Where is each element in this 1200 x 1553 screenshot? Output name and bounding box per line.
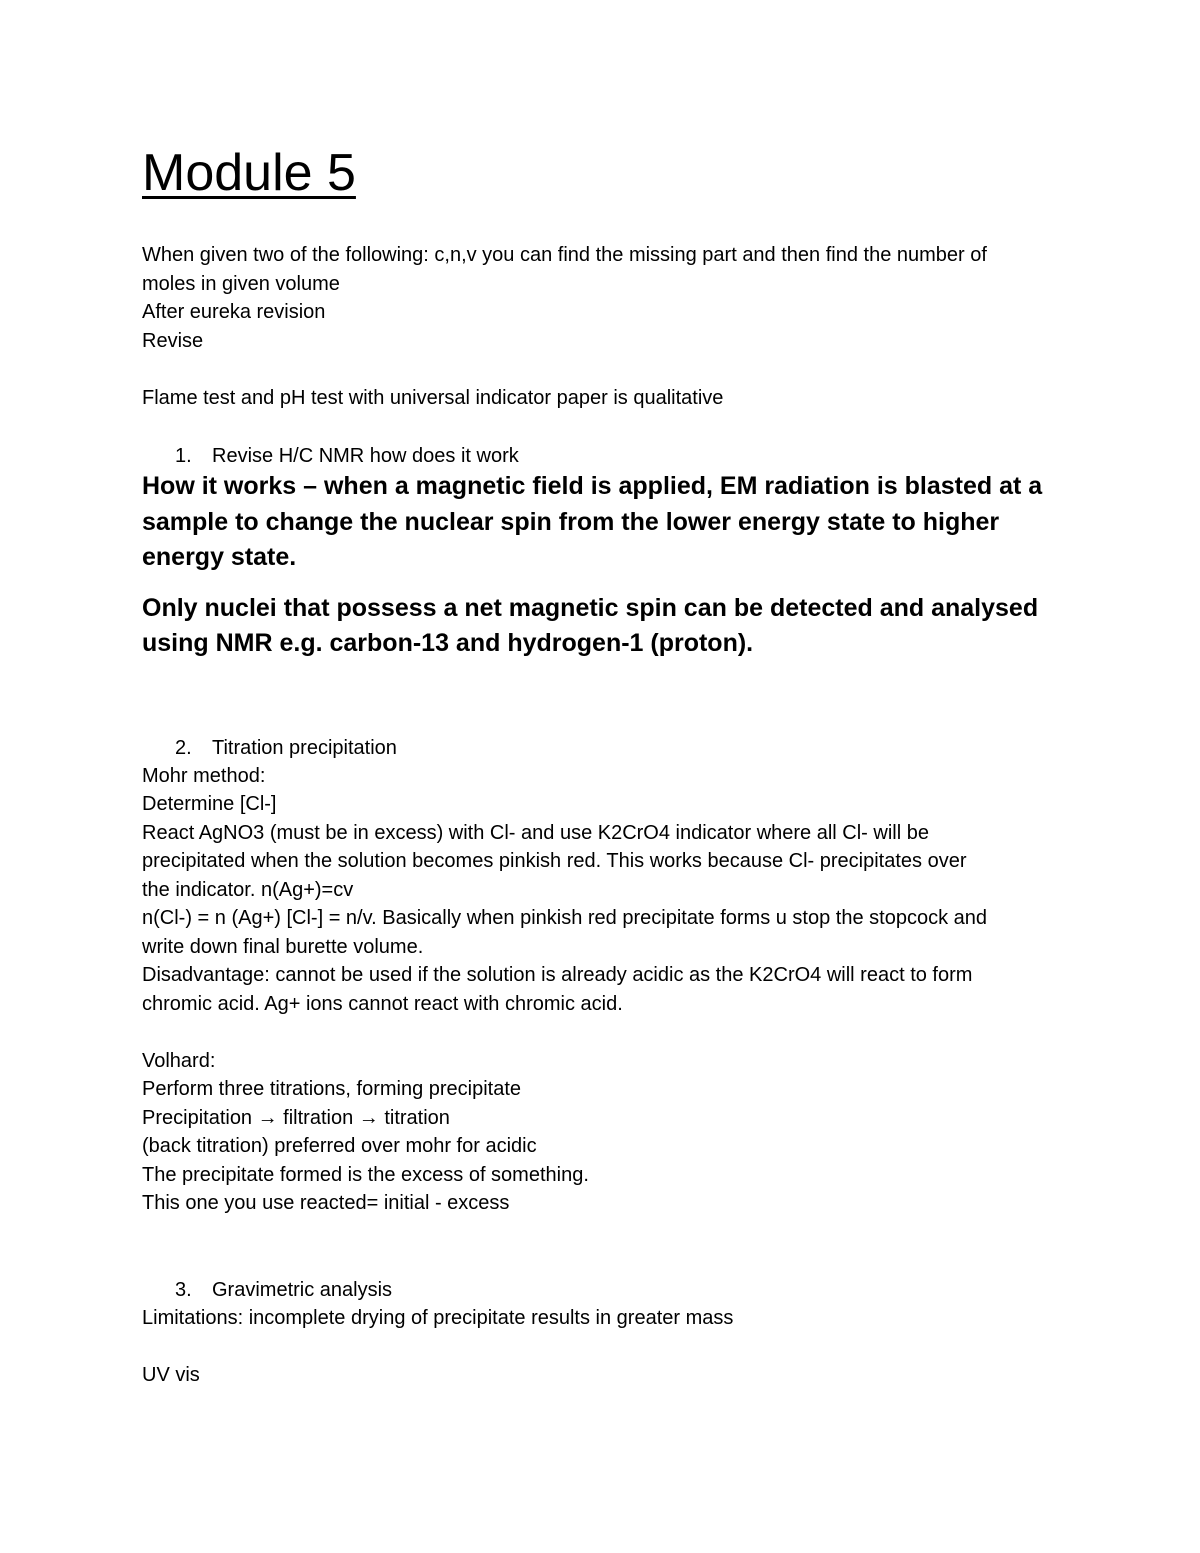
mohr-line-5: the indicator. n(Ag+)=cv bbox=[142, 879, 354, 901]
mohr-line-3: React AgNO3 (must be in excess) with Cl- and use K2CrO4 indicator where all Cl- will be bbox=[142, 822, 929, 844]
mohr-line-2: Determine [Cl-] bbox=[142, 793, 277, 815]
intro-line-3: After eureka revision bbox=[142, 301, 326, 323]
volhard-line-5: The precipitate formed is the excess of something. bbox=[142, 1164, 589, 1186]
mohr-line-4: precipitated when the solution becomes pinkish red. This works because Cl- precipitates over bbox=[142, 850, 967, 872]
mohr-line-6: n(Cl-) = n (Ag+) [Cl-] = n/v. Basically when pinkish red precipitate forms u stop the stopcock and bbox=[142, 907, 987, 929]
intro-line-1: When given two of the following: c,n,v you can find the missing part and then find the number of bbox=[142, 244, 987, 266]
mohr-line-7: write down final burette volume. bbox=[142, 936, 424, 958]
volhard-line-2: Perform three titrations, forming precipitate bbox=[142, 1078, 522, 1100]
list-item-1 bbox=[175, 442, 519, 471]
nmr-para1-line3: energy state. bbox=[142, 543, 297, 571]
nmr-para1-line1-rest: – when a magnetic field is applied, EM radiation is blasted at a bbox=[296, 472, 1043, 500]
volhard-line-6: This one you use reacted= initial - excess bbox=[142, 1192, 510, 1214]
volhard-line-3: Precipitation → filtration → titration bbox=[142, 1107, 450, 1129]
intro-line-2: moles in given volume bbox=[142, 273, 340, 295]
list-item-3 bbox=[175, 1276, 392, 1305]
uv-vis-line: UV vis bbox=[142, 1364, 200, 1386]
nmr-para1-line2: sample to change the nuclear spin from the lower energy state to higher bbox=[142, 508, 1000, 536]
list-item-1-number: 1. bbox=[175, 445, 192, 467]
mohr-line-1: Mohr method: bbox=[142, 765, 266, 787]
intro-line-4: Revise bbox=[142, 330, 204, 352]
list-item-1-text: Revise H/C NMR how does it work bbox=[212, 445, 519, 467]
list-item-2-number: 2. bbox=[175, 737, 192, 759]
nmr-bold-lead: How it works bbox=[142, 472, 297, 500]
volhard-line-4: (back titration) preferred over mohr for acidic bbox=[142, 1135, 537, 1157]
mohr-line-9: chromic acid. Ag+ ions cannot react with chromic acid. bbox=[142, 993, 623, 1015]
list-item-2-text: Titration precipitation bbox=[212, 737, 397, 759]
list-item-3-number: 3. bbox=[175, 1279, 192, 1301]
nmr-para2-line2: using NMR e.g. carbon-13 and hydrogen-1 (proton). bbox=[142, 629, 754, 657]
list-item-2 bbox=[175, 734, 397, 763]
nmr-para1-line1 bbox=[142, 469, 1042, 505]
flame-test-line: Flame test and pH test with universal indicator paper is qualitative bbox=[142, 387, 724, 409]
limitations-line: Limitations: incomplete drying of precipitate results in greater mass bbox=[142, 1307, 734, 1329]
page-title: Module 5 bbox=[142, 144, 356, 202]
volhard-line-1: Volhard: bbox=[142, 1050, 216, 1072]
mohr-line-8: Disadvantage: cannot be used if the solution is already acidic as the K2CrO4 will react to form bbox=[142, 964, 973, 986]
nmr-para2-line1: Only nuclei that possess a net magnetic spin can be detected and analysed bbox=[142, 594, 1039, 622]
list-item-3-text: Gravimetric analysis bbox=[212, 1279, 393, 1301]
